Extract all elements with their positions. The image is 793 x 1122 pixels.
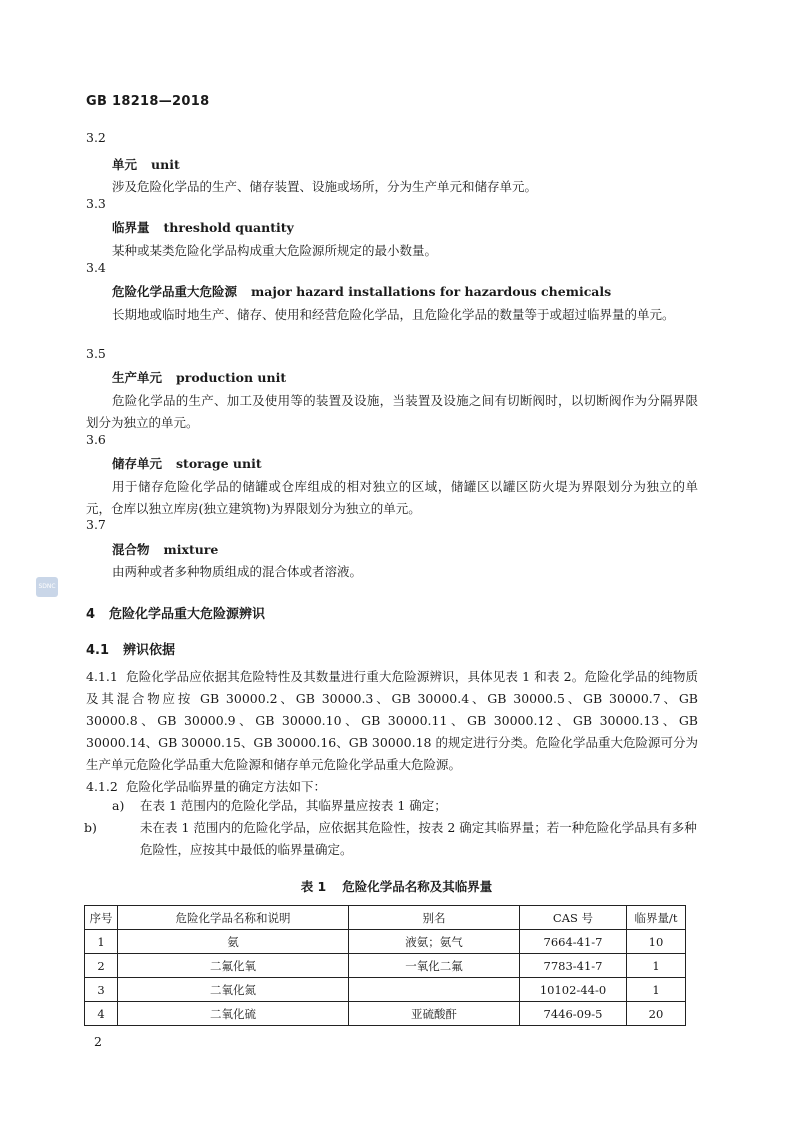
term-name-en: major hazard installations for hazardous chemicals [251,284,612,299]
table-caption-text: 危险化学品名称及其临界量 [342,879,493,894]
cell-cas: 7446-09-5 [520,1002,627,1026]
section-4-1-heading [86,639,175,658]
cell-threshold: 1 [627,978,686,1002]
term-name-en: unit [151,157,180,172]
clause-4-1-2 [86,777,326,795]
hazardous-chemicals-table [84,905,686,1026]
term-name-en: storage unit [176,456,262,471]
section-4-number: 4 [86,607,96,622]
side-stamp: SDNC [36,577,58,597]
term-definition: 长期地或临时地生产、储存、使用和经营危险化学品，且危险化学品的数量等于或超过临界量的单元。 [112,307,675,322]
list-item-b [84,817,698,861]
term-name-zh: 危险化学品重大危险源 [112,284,238,299]
clause-4-1-1 [86,666,698,776]
list-item-a [112,795,698,817]
table-row [85,954,686,978]
table-row [85,978,686,1002]
list-item-b-label: b) [84,820,97,835]
clause-4-1-2-text: 危险化学品临界量的确定方法如下： [126,779,327,794]
section-4-1-number: 4.1 [86,643,110,658]
term-number: 3.7 [86,517,106,532]
page-number: 2 [94,1034,102,1049]
cell-serial: 2 [85,954,118,978]
table-row [85,1002,686,1026]
term-name-en: production unit [176,370,287,385]
cell-cas: 7664-41-7 [520,930,627,954]
term-number: 3.4 [86,260,106,275]
cell-alias [349,978,520,1002]
term-definition: 某种或某类危险化学品构成重大危险源所规定的最小数量。 [112,243,438,258]
term-heading [112,282,611,300]
term-name-zh: 生产单元 [112,370,163,385]
cell-threshold: 20 [627,1002,686,1026]
header-name: 危险化学品名称和说明 [118,906,349,930]
header-alias: 别名 [349,906,520,930]
term-number: 3.3 [86,196,106,211]
term-heading [112,454,262,472]
cell-cas: 10102-44-0 [520,978,627,1002]
table-header-row [85,906,686,930]
term-definition: 由两种或者多种物质组成的混合体或者溶液。 [112,564,363,579]
section-4-heading [86,603,265,622]
cell-alias: 一氧化二氟 [349,954,520,978]
cell-serial: 3 [85,978,118,1002]
term-number: 3.6 [86,432,106,447]
clause-4-1-1-number: 4.1.1 [86,669,118,684]
clause-4-1-2-number: 4.1.2 [86,779,118,794]
term-name-en: threshold quantity [163,220,294,235]
cell-serial: 4 [85,1002,118,1026]
list-item-a-label: a) [112,798,125,813]
cell-cas: 7783-41-7 [520,954,627,978]
cell-serial: 1 [85,930,118,954]
clause-4-1-1-text: 危险化学品应依据其危险特性及其数量进行重大危险源辨识，具体见表 1 和表 2。危险化学品的纯物质及其混合物应按 GB 30000.2、GB 30000.3、GB 30000.4、GB 30000.5、GB 30000.7、GB 30000.8、GB 30000.9、GB 30000.10、GB 30000.11、GB 30000.12、GB 30000.13、GB 30000.14、GB 30000.15、GB 30000.16、GB 30000.18 的规定进行分类。危险化学品重大危险源可分为生产单元危险化学品重大危险源和储存单元危险化学品重大危险源。 [86,669,699,772]
cell-name: 二氧化氮 [118,978,349,1002]
document-header: GB 18218—2018 [86,94,210,109]
header-serial: 序号 [85,906,118,930]
term-heading [112,218,294,236]
term-name-zh: 储存单元 [112,456,163,471]
list-item-a-text: 在表 1 范围内的危险化学品，其临界量应按表 1 确定； [140,798,447,813]
term-definition: 用于储存危险化学品的储罐或仓库组成的相对独立的区域，储罐区以罐区防火堤为界限划分为独立的单元，仓库以独立库房(独立建筑物)为界限划分为独立的单元。 [86,479,698,516]
term-heading [112,155,180,173]
term-heading [112,368,286,386]
term-number: 3.2 [86,130,106,145]
cell-name: 二氟化氧 [118,954,349,978]
header-cas: CAS 号 [520,906,627,930]
cell-threshold: 1 [627,954,686,978]
term-heading [112,540,218,558]
term-name-zh: 单元 [112,157,138,172]
term-definition: 涉及危险化学品的生产、储存装置、设施或场所，分为生产单元和储存单元。 [112,179,538,194]
term-name-zh: 混合物 [112,542,150,557]
table-row [85,930,686,954]
term-number: 3.5 [86,346,106,361]
term-definition: 危险化学品的生产、加工及使用等的装置及设施，当装置及设施之间有切断阀时，以切断阀作为分隔界限划分为独立的单元。 [86,393,698,430]
table-caption-number: 表 1 [300,879,327,894]
cell-name: 氨 [118,930,349,954]
section-4-title: 危险化学品重大危险源辨识 [109,607,266,622]
list-item-b-text: 未在表 1 范围内的危险化学品，应依据其危险性，按表 2 确定其临界量；若一种危险化学品具有多种危险性，应按其中最低的临界量确定。 [140,820,697,857]
cell-name: 二氧化硫 [118,1002,349,1026]
cell-threshold: 10 [627,930,686,954]
table-caption [0,877,793,895]
term-name-zh: 临界量 [112,220,150,235]
term-name-en: mixture [163,542,219,557]
cell-alias: 液氨；氨气 [349,930,520,954]
header-threshold: 临界量/t [627,906,686,930]
section-4-1-title: 辨识依据 [123,643,176,658]
cell-alias: 亚硫酸酐 [349,1002,520,1026]
